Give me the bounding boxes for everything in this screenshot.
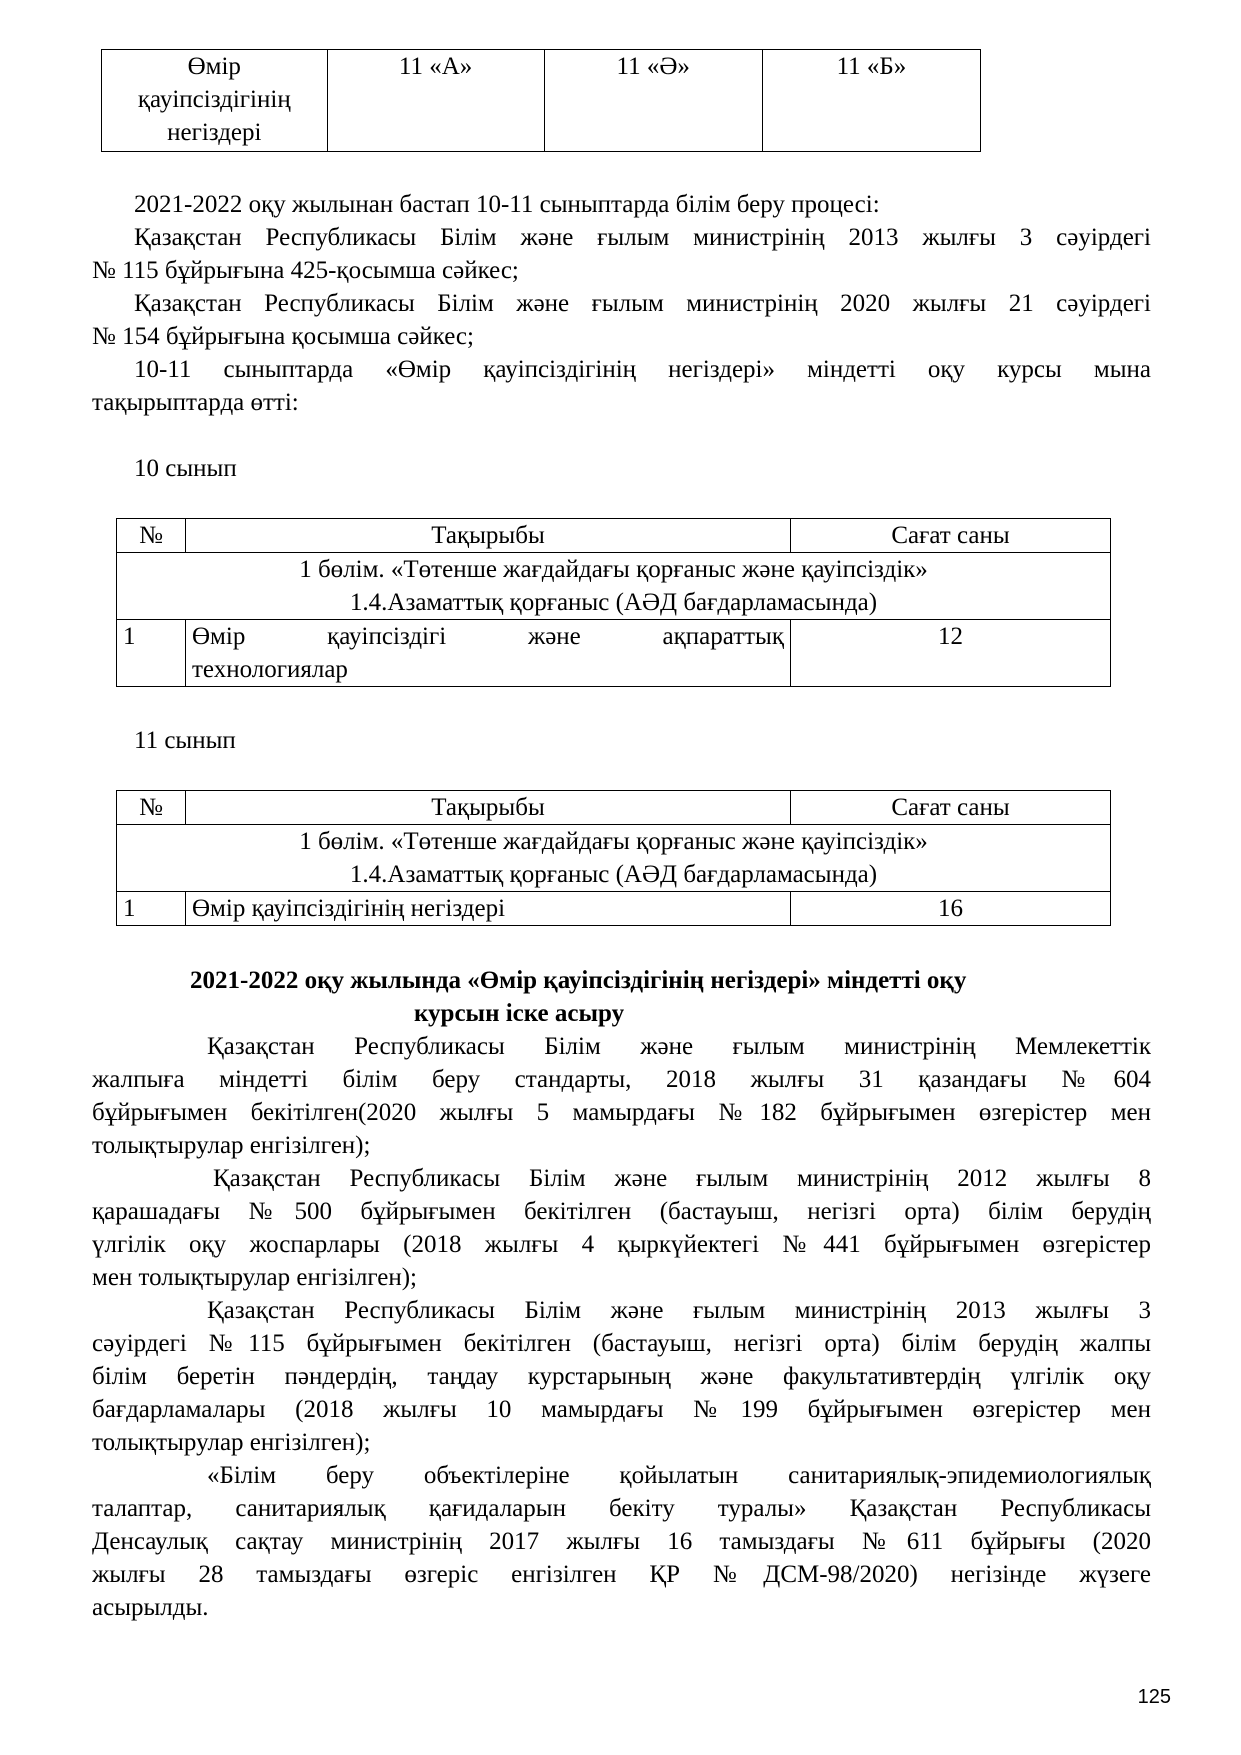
subject-line: негіздері [167, 119, 262, 146]
section-line: 1 бөлім. «Төтенше жағдайдағы қорғаныс және қауіпсіздік» [299, 556, 928, 583]
para-line: Қазақстан Республикасы Білім және ғылым министрінің 2012 жылғы 8 [213, 1165, 1151, 1192]
para-line: бағдарламалары (2018 жылғы 10 мамырдағы №199 бұйрығымен өзгерістер мен [92, 1396, 1151, 1423]
intro-line: Қазақстан Республикасы Білім және ғылым министрінің 2013 жылғы 3 сәуірдегі [134, 224, 1151, 251]
section-heading: курсын іске асыру [414, 1000, 625, 1027]
section-title [117, 553, 1111, 620]
class-cell: 11 «Ә» [544, 50, 762, 152]
row-hours: 12 [791, 620, 1111, 687]
header-hours: Сағат саны [791, 791, 1111, 825]
para-line: толықтырулар енгізілген); [92, 1132, 371, 1159]
intro-line: № 115 бұйрығына 425-қосымша сәйкес; [92, 257, 519, 284]
header-hours: Сағат саны [791, 519, 1111, 553]
para-line: толықтырулар енгізілген); [92, 1429, 371, 1456]
para-line: жалпыға міндетті білім беру стандарты, 2018 жылғы 31 қазандағы №604 [92, 1066, 1151, 1093]
section-title [117, 825, 1111, 892]
para-line: сәуірдегі №115 бұйрығымен бекітілген (бастауыш, негізгі орта) білім берудің жалпы [92, 1330, 1151, 1357]
subject-cell [102, 50, 328, 152]
intro-line: 10-11 сыныптарда «Өмір қауіпсіздігінің негіздері» міндетті оқу курсы мына [134, 356, 1151, 383]
header-topic: Тақырыбы [186, 519, 791, 553]
header-no: № [117, 519, 186, 553]
para-line: талаптар, санитариялық қағидаларын бекіту туралы» Қазақстан Республикасы [92, 1495, 1151, 1522]
row-topic [186, 620, 791, 687]
row-no: 1 [117, 892, 186, 926]
para-line: қарашадағы №500 бұйрығымен бекітілген (бастауыш, негізгі орта) білім берудің [92, 1198, 1151, 1225]
header-no: № [117, 791, 186, 825]
para-line: Қазақстан Республикасы Білім және ғылым министрінің Мемлекеттік [207, 1033, 1151, 1060]
intro-line: 2021-2022 оқу жылынан бастап 10-11 сыныптарда білім беру процесі: [134, 191, 880, 218]
section-line: 1 бөлім. «Төтенше жағдайдағы қорғаныс және қауіпсіздік» [299, 828, 928, 855]
top-table [101, 49, 981, 152]
para-line: асырылды. [92, 1594, 209, 1621]
para-line: Қазақстан Республикасы Білім және ғылым министрінің 2013 жылғы 3 [207, 1297, 1151, 1324]
row-topic: Өмір қауіпсіздігінің негіздері [186, 892, 791, 926]
row-no: 1 [117, 620, 186, 687]
para-line: Денсаулық сақтау министрінің 2017 жылғы 16 тамыздағы №611 бұйрығы (2020 [92, 1528, 1151, 1555]
section-heading: 2021-2022 оқу жылында «Өмір қауіпсіздігінің негіздері» міндетті оқу [190, 967, 967, 994]
intro-line: тақырыптарда өтті: [92, 389, 299, 416]
row-hours: 16 [791, 892, 1111, 926]
grade-10-table [116, 518, 1111, 687]
para-line: жылғы 28 тамыздағы өзгеріс енгізілген ҚР №ДСМ-98/2020) негізінде жүзеге [92, 1561, 1151, 1588]
para-line: бұйрығымен бекітілген(2020 жылғы 5 мамырдағы №182 бұйрығымен өзгерістер мен [92, 1099, 1151, 1126]
row-topic-line: Өмір қауіпсіздігі және ақпараттық [192, 623, 784, 650]
grade-11-label: 11 сынып [134, 727, 236, 754]
subject-line: Өмір [187, 53, 241, 80]
row-topic-line: технологиялар [192, 656, 348, 683]
para-line: үлгілік оқу жоспарлары (2018 жылғы 4 қыркүйектегі №441 бұйрығымен өзгерістер [92, 1231, 1151, 1258]
grade-10-label: 10 сынып [134, 455, 237, 482]
para-line: білім беретін пәндердің, таңдау курстарының және факультативтердің үлгілік оқу [92, 1363, 1151, 1390]
intro-line: № 154 бұйрығына қосымша сәйкес; [92, 323, 474, 350]
para-line: «Білім беру объектілеріне қойылатын санитариялық-эпидемиологиялық [207, 1462, 1151, 1489]
class-cell: 11 «А» [327, 50, 544, 152]
section-line: 1.4.Азаматтық қорғаныс (АӘД бағдарламасында) [349, 861, 878, 888]
para-line: мен толықтырулар енгізілген); [92, 1264, 417, 1291]
section-line: 1.4.Азаматтық қорғаныс (АӘД бағдарламасында) [349, 589, 878, 616]
grade-11-table [116, 790, 1111, 926]
intro-line: Қазақстан Республикасы Білім және ғылым министрінің 2020 жылғы 21 сәуірдегі [134, 290, 1151, 317]
class-cell: 11 «Б» [762, 50, 980, 152]
page-number: 125 [1137, 1686, 1171, 1708]
subject-line: қауіпсіздігінің [137, 86, 291, 113]
header-topic: Тақырыбы [186, 791, 791, 825]
